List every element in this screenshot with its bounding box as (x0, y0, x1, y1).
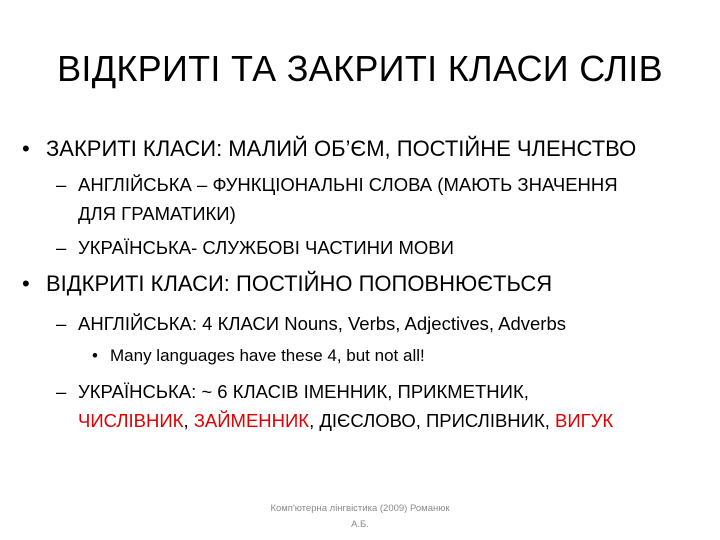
separator-text: , (183, 410, 194, 431)
dash-marker: – (56, 174, 67, 195)
footer-line-2: А.Б. (351, 519, 369, 530)
ukrainian-open-classes-line2 (78, 410, 613, 432)
dash-marker: – (56, 381, 67, 402)
open-classes-bullet: ВІДКРИТІ КЛАСИ: ПОСТІЙНО ПОПОВНЮЄТЬСЯ (46, 271, 553, 296)
slide-title: ВІДКРИТІ ТА ЗАКРИТІ КЛАСИ СЛІВ (57, 48, 663, 89)
pronoun-word: ЗАЙМЕННИК (193, 410, 310, 431)
english-function-words-line2: ДЛЯ ГРАМАТИКИ) (78, 203, 236, 224)
slide-footer (250, 501, 470, 533)
bullet-marker: • (22, 136, 30, 161)
separator-text: , ДІЄСЛОВО, ПРИСЛІВНИК, (309, 410, 556, 431)
numeral-word: ЧИСЛІВНИК (78, 410, 184, 431)
english-function-words-line1: АНГЛІЙСЬКА – ФУНКЦІОНАЛЬНІ СЛОВА (МАЮТЬ ЗНАЧЕННЯ (78, 174, 618, 195)
bullet-marker: • (92, 346, 98, 365)
footer-line-1: Комп'ютерна лінгвістика (2009) Романюк (270, 503, 450, 514)
many-languages-note: Many languages have these 4, but not all! (110, 346, 425, 365)
dash-marker: – (56, 237, 67, 258)
ukrainian-function-words: УКРАЇНСЬКА- СЛУЖБОВІ ЧАСТИНИ МОВИ (78, 237, 454, 258)
bullet-marker: • (22, 271, 30, 296)
ukrainian-open-classes-line1: УКРАЇНСЬКА: ~ 6 КЛАСІВ ІМЕННИК, ПРИКМЕТНИК, (78, 381, 529, 402)
dash-marker: – (56, 313, 67, 334)
closed-classes-bullet: ЗАКРИТІ КЛАСИ: МАЛИЙ ОБ’ЄМ, ПОСТІЙНЕ ЧЛЕНСТВО (46, 136, 637, 161)
interjection-word: ВИГУК (555, 410, 614, 431)
english-open-classes: АНГЛІЙСЬКА: 4 КЛАСИ Nouns, Verbs, Adjectives, Adverbs (78, 313, 566, 334)
